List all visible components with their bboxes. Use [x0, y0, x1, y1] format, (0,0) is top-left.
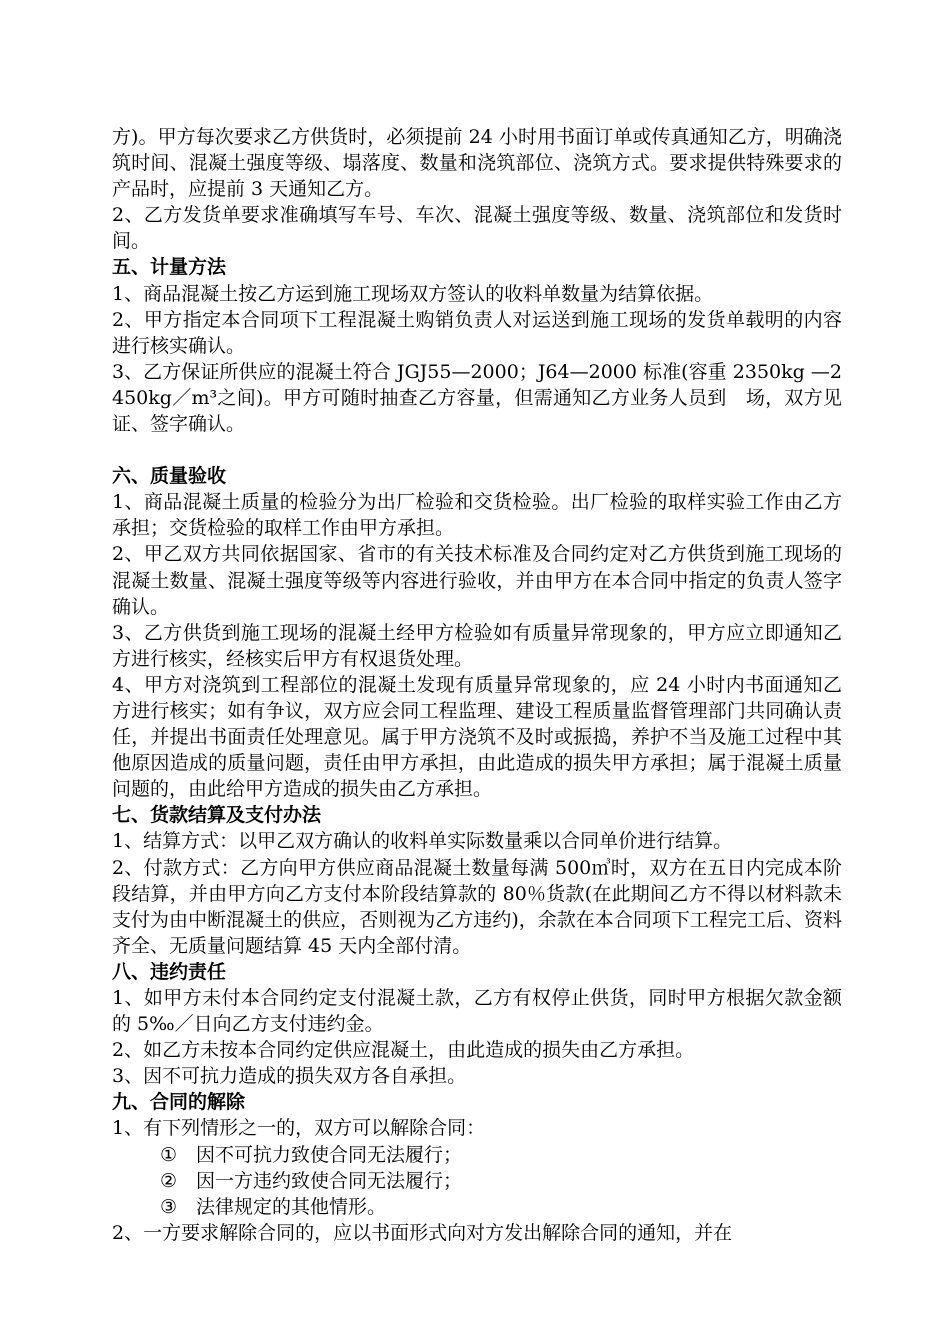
paragraph: 4、甲方对浇筑到工程部位的混凝土发现有质量异常现象的，应 24 小时内书面通知乙方进行核实；如有争议，双方应会同工程监理、建设工程质量监督管理部门共同确认责任，并提出书面责任处理意见。属于甲方浇筑不及时或振捣，养护不当及施工过程中其他原因造成的质量问题，责任由甲方承担，由此造成的损失甲方承担；属于混凝土质量问题的，由此给甲方造成的损失由乙方承担。 [112, 673, 842, 801]
paragraph: 2、乙方发货单要求准确填写车号、车次、混凝土强度等级、数量、浇筑部位和发货时间。 [112, 204, 842, 253]
paragraph: 2、一方要求解除合同的，应以书面形式向对方发出解除合同的通知，并在 [112, 1221, 733, 1244]
list-text: 法律规定的其他情形。 [196, 1195, 387, 1218]
list-item [112, 1142, 842, 1168]
paragraph: 方)。甲方每次要求乙方供货时，必须提前 24 小时用书面订单或传真通知乙方，明确浇筑时间、混凝土强度等级、塌落度、数量和浇筑部位、浇筑方式。要求提供特殊要求的产品时，应提前 3 天通知乙方。 [112, 126, 842, 201]
paragraph: 2、如乙方未按本合同约定供应混凝土，由此造成的损失由乙方承担。 [112, 1039, 695, 1062]
list-item [112, 1168, 842, 1194]
paragraph: 3、乙方保证所供应的混凝土符合 JGJ55—2000；J64—2000 标准(容重 2350kg —2450kg／m³之间)。甲方可随时抽查乙方容量，但需通知乙方业务人员到 场，双方见证、签字确认。 [112, 360, 842, 436]
paragraph: 3、乙方供货到施工现场的混凝土经甲方检验如有质量异常现象的，甲方应立即通知乙方进行核实，经核实后甲方有权退货处理。 [112, 621, 842, 670]
paragraph: 1、商品混凝土按乙方运到施工现场双方签认的收料单数量为结算依据。 [112, 282, 714, 305]
list-text: 因一方违约致使合同无法履行； [196, 1169, 463, 1192]
blank-line [112, 437, 842, 463]
section-heading: 六、质量验收 [112, 465, 227, 488]
paragraph: 1、有下列情形之一的，双方可以解除合同： [112, 1117, 486, 1140]
paragraph: 1、结算方式：以甲乙双方确认的收料单实际数量乘以合同单价进行结算。 [112, 830, 733, 853]
paragraph: 2、付款方式：乙方向甲方供应商品混凝土数量每满 500㎥时，双方在五日内完成本阶段结算，并由甲方向乙方支付本阶段结算款的 80％货款(在此期间乙方不得以材料款未支付为由中断混凝土的供应，否则视为乙方违约)，余款在本合同项下工程完工后、资料齐全、无质量问题结算 45 天内全部付清。 [112, 856, 842, 957]
paragraph: 2、甲方指定本合同项下工程混凝土购销负责人对运送到施工现场的发货单载明的内容进行核实确认。 [112, 308, 842, 357]
list-number: ③ [160, 1195, 178, 1218]
section-heading: 五、计量方法 [112, 256, 227, 279]
list-text: 因不可抗力致使合同无法履行； [196, 1143, 463, 1166]
paragraph: 2、甲乙双方共同依据国家、省市的有关技术标准及合同约定对乙方供货到施工现场的混凝土数量、混凝土强度等级等内容进行验收，并由甲方在本合同中指定的负责人签字确认。 [112, 543, 842, 618]
contract-page [112, 124, 842, 1246]
list-number: ② [160, 1169, 178, 1192]
section-heading: 八、违约责任 [112, 960, 227, 983]
section-heading: 九、合同的解除 [112, 1091, 246, 1114]
list-number: ① [160, 1143, 178, 1166]
section-heading: 七、货款结算及支付办法 [112, 804, 322, 827]
paragraph: 1、如甲方未付本合同约定支付混凝土款，乙方有权停止供货，同时甲方根据欠款金额的 5‰／日向乙方支付违约金。 [112, 987, 842, 1036]
paragraph: 1、商品混凝土质量的检验分为出厂检验和交货检验。出厂检验的取样实验工作由乙方承担；交货检验的取样工作由甲方承担。 [112, 491, 842, 540]
list-item [112, 1194, 842, 1220]
paragraph: 3、因不可抗力造成的损失双方各自承担。 [112, 1065, 467, 1088]
